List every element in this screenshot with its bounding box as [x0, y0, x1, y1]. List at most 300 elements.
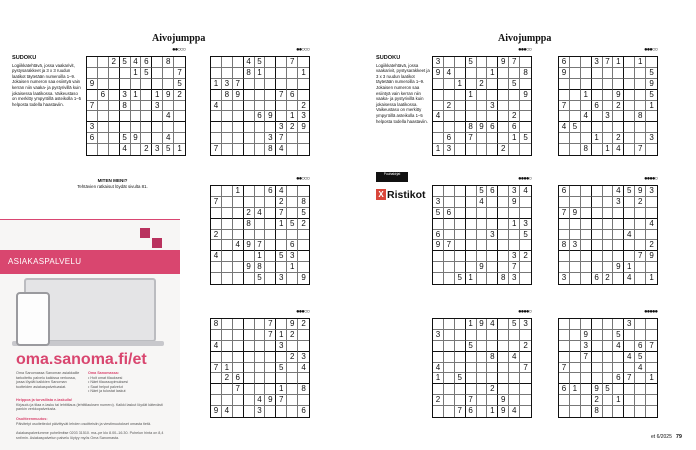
sudoku-cell[interactable] [455, 363, 466, 374]
sudoku-cell[interactable]: 1 [276, 219, 287, 230]
sudoku-cell[interactable] [498, 319, 509, 330]
sudoku-cell[interactable] [466, 251, 477, 262]
sudoku-cell[interactable] [433, 90, 444, 101]
sudoku-cell[interactable] [498, 111, 509, 122]
sudoku-cell[interactable] [174, 122, 185, 133]
sudoku-cell[interactable] [613, 251, 624, 262]
sudoku-cell[interactable]: 3 [433, 197, 444, 208]
sudoku-cell[interactable]: 8 [592, 406, 603, 417]
sudoku-cell[interactable] [498, 330, 509, 341]
sudoku-cell[interactable]: 9 [520, 90, 531, 101]
sudoku-cell[interactable] [120, 68, 131, 79]
sudoku-cell[interactable] [477, 330, 488, 341]
sudoku-cell[interactable] [603, 122, 614, 133]
sudoku-cell[interactable] [222, 144, 233, 155]
sudoku-cell[interactable] [211, 240, 222, 251]
sudoku-cell[interactable]: 8 [120, 101, 131, 112]
sudoku-cell[interactable]: 8 [298, 197, 309, 208]
sudoku-cell[interactable] [624, 395, 635, 406]
sudoku-cell[interactable] [509, 395, 520, 406]
sudoku-cell[interactable] [466, 352, 477, 363]
sudoku-cell[interactable] [433, 101, 444, 112]
sudoku-cell[interactable] [276, 111, 287, 122]
sudoku-cell[interactable] [487, 79, 498, 90]
sudoku-cell[interactable]: 5 [174, 79, 185, 90]
sudoku-cell[interactable] [466, 208, 477, 219]
ad-url[interactable]: oma.sanoma.fi/et [16, 351, 147, 368]
sudoku-cell[interactable] [233, 197, 244, 208]
sudoku-cell[interactable]: 2 [444, 101, 455, 112]
sudoku-cell[interactable] [520, 101, 531, 112]
sudoku-cell[interactable] [570, 406, 581, 417]
sudoku-cell[interactable]: 9 [498, 57, 509, 68]
sudoku-cell[interactable] [433, 406, 444, 417]
sudoku-cell[interactable]: 7 [646, 341, 657, 352]
sudoku-cell[interactable] [276, 230, 287, 241]
sudoku-cell[interactable]: 4 [211, 101, 222, 112]
sudoku-cell[interactable] [613, 319, 624, 330]
sudoku-cell[interactable]: 2 [109, 57, 120, 68]
sudoku-cell[interactable]: 1 [287, 111, 298, 122]
sudoku-cell[interactable] [498, 186, 509, 197]
sudoku-cell[interactable]: 3 [276, 122, 287, 133]
sudoku-cell[interactable] [287, 406, 298, 417]
sudoku-cell[interactable]: 3 [581, 341, 592, 352]
sudoku-cell[interactable]: 6 [487, 186, 498, 197]
sudoku-cell[interactable]: 8 [635, 111, 646, 122]
sudoku-cell[interactable] [487, 90, 498, 101]
sudoku-cell[interactable] [287, 186, 298, 197]
sudoku-cell[interactable] [211, 68, 222, 79]
sudoku-cell[interactable] [163, 79, 174, 90]
sudoku-cell[interactable]: 2 [613, 133, 624, 144]
sudoku-cell[interactable] [520, 208, 531, 219]
sudoku-cell[interactable] [141, 90, 152, 101]
sudoku-cell[interactable] [444, 319, 455, 330]
sudoku-cell[interactable] [287, 208, 298, 219]
sudoku-cell[interactable] [592, 330, 603, 341]
sudoku-cell[interactable] [287, 395, 298, 406]
sudoku-cell[interactable]: 7 [276, 395, 287, 406]
sudoku-cell[interactable]: 6 [87, 133, 98, 144]
sudoku-cell[interactable] [211, 262, 222, 273]
sudoku-cell[interactable]: 8 [211, 319, 222, 330]
sudoku-cell[interactable]: 3 [487, 230, 498, 241]
sudoku-cell[interactable] [624, 122, 635, 133]
sudoku-cell[interactable] [287, 133, 298, 144]
sudoku-cell[interactable]: 6 [287, 90, 298, 101]
sudoku-cell[interactable] [570, 363, 581, 374]
sudoku-cell[interactable]: 3 [287, 251, 298, 262]
sudoku-cell[interactable] [233, 319, 244, 330]
sudoku-cell[interactable] [244, 122, 255, 133]
sudoku-cell[interactable] [477, 230, 488, 241]
sudoku-cell[interactable]: 6 [559, 186, 570, 197]
sudoku-cell[interactable]: 4 [624, 230, 635, 241]
sudoku-cell[interactable] [244, 341, 255, 352]
sudoku-cell[interactable] [455, 197, 466, 208]
sudoku-cell[interactable] [635, 219, 646, 230]
sudoku-cell[interactable]: 7 [444, 240, 455, 251]
sudoku-cell[interactable]: 6 [635, 341, 646, 352]
sudoku-cell[interactable] [87, 144, 98, 155]
sudoku-cell[interactable] [131, 101, 142, 112]
sudoku-cell[interactable] [570, 57, 581, 68]
sudoku-cell[interactable] [276, 79, 287, 90]
sudoku-cell[interactable]: 3 [559, 273, 570, 284]
sudoku-cell[interactable] [455, 90, 466, 101]
sudoku-cell[interactable] [570, 352, 581, 363]
sudoku-cell[interactable]: 2 [298, 219, 309, 230]
sudoku-cell[interactable] [487, 208, 498, 219]
sudoku-cell[interactable] [603, 186, 614, 197]
sudoku-cell[interactable] [520, 240, 531, 251]
sudoku-cell[interactable] [520, 373, 531, 384]
sudoku-cell[interactable] [444, 90, 455, 101]
sudoku-cell[interactable] [635, 79, 646, 90]
sudoku-cell[interactable] [477, 57, 488, 68]
sudoku-cell[interactable]: 1 [433, 373, 444, 384]
sudoku-cell[interactable] [244, 144, 255, 155]
sudoku-cell[interactable]: 3 [152, 144, 163, 155]
sudoku-cell[interactable] [520, 111, 531, 122]
sudoku-cell[interactable] [276, 373, 287, 384]
sudoku-cell[interactable]: 7 [87, 101, 98, 112]
sudoku-cell[interactable]: 8 [466, 122, 477, 133]
sudoku-cell[interactable] [233, 208, 244, 219]
sudoku-cell[interactable] [646, 144, 657, 155]
sudoku-cell[interactable]: 3 [646, 133, 657, 144]
sudoku-cell[interactable] [477, 341, 488, 352]
sudoku-cell[interactable] [624, 240, 635, 251]
sudoku-cell[interactable]: 1 [131, 90, 142, 101]
sudoku-cell[interactable] [298, 330, 309, 341]
sudoku-cell[interactable]: 7 [559, 363, 570, 374]
sudoku-cell[interactable] [498, 240, 509, 251]
sudoku-cell[interactable]: 1 [646, 101, 657, 112]
sudoku-cell[interactable]: 2 [646, 240, 657, 251]
sudoku-cell[interactable]: 3 [592, 57, 603, 68]
sudoku-cell[interactable]: 8 [559, 240, 570, 251]
sudoku-cell[interactable] [613, 230, 624, 241]
sudoku-cell[interactable] [477, 384, 488, 395]
sudoku-cell[interactable] [581, 395, 592, 406]
sudoku-cell[interactable] [298, 395, 309, 406]
sudoku-cell[interactable] [265, 273, 276, 284]
sudoku-cell[interactable]: 5 [509, 319, 520, 330]
sudoku-cell[interactable]: 1 [487, 68, 498, 79]
sudoku-cell[interactable] [592, 144, 603, 155]
sudoku-cell[interactable]: 4 [624, 273, 635, 284]
sudoku-cell[interactable]: 5 [433, 208, 444, 219]
sudoku-cell[interactable]: 5 [287, 219, 298, 230]
sudoku-cell[interactable]: 9 [298, 122, 309, 133]
sudoku-cell[interactable] [120, 122, 131, 133]
sudoku-cell[interactable]: 2 [498, 144, 509, 155]
sudoku-cell[interactable] [646, 197, 657, 208]
sudoku-cell[interactable] [603, 341, 614, 352]
sudoku-cell[interactable] [613, 208, 624, 219]
sudoku-cell[interactable] [455, 144, 466, 155]
sudoku-cell[interactable] [613, 240, 624, 251]
sudoku-cell[interactable]: 1 [624, 262, 635, 273]
sudoku-cell[interactable] [635, 101, 646, 112]
sudoku-cell[interactable] [244, 352, 255, 363]
sudoku-cell[interactable] [98, 111, 109, 122]
sudoku-cell[interactable]: 6 [433, 230, 444, 241]
sudoku-cell[interactable] [163, 122, 174, 133]
sudoku-cell[interactable]: 6 [233, 373, 244, 384]
sudoku-cell[interactable]: 7 [559, 208, 570, 219]
sudoku-cell[interactable] [581, 240, 592, 251]
sudoku-cell[interactable]: 7 [211, 144, 222, 155]
sudoku-cell[interactable] [444, 330, 455, 341]
sudoku-cell[interactable]: 3 [298, 111, 309, 122]
sudoku-cell[interactable] [152, 133, 163, 144]
sudoku-cell[interactable] [613, 122, 624, 133]
sudoku-cell[interactable]: 9 [163, 90, 174, 101]
sudoku-cell[interactable]: 5 [509, 79, 520, 90]
sudoku-cell[interactable]: 1 [646, 373, 657, 384]
sudoku-cell[interactable] [520, 79, 531, 90]
sudoku-cell[interactable] [592, 68, 603, 79]
sudoku-cell[interactable] [433, 251, 444, 262]
sudoku-cell[interactable] [244, 133, 255, 144]
sudoku-cell[interactable] [646, 319, 657, 330]
sudoku-cell[interactable]: 7 [211, 197, 222, 208]
sudoku-cell[interactable]: 8 [581, 144, 592, 155]
sudoku-cell[interactable] [109, 144, 120, 155]
sudoku-cell[interactable] [131, 79, 142, 90]
sudoku-cell[interactable]: 3 [255, 406, 266, 417]
sudoku-cell[interactable] [222, 384, 233, 395]
sudoku-cell[interactable] [444, 79, 455, 90]
sudoku-cell[interactable]: 4 [487, 319, 498, 330]
sudoku-cell[interactable] [455, 240, 466, 251]
sudoku-cell[interactable] [509, 373, 520, 384]
sudoku-cell[interactable] [509, 240, 520, 251]
sudoku-cell[interactable] [498, 79, 509, 90]
sudoku-cell[interactable]: 1 [509, 133, 520, 144]
sudoku-cell[interactable] [211, 133, 222, 144]
sudoku-cell[interactable] [211, 395, 222, 406]
sudoku-cell[interactable] [646, 352, 657, 363]
sudoku-cell[interactable]: 4 [520, 186, 531, 197]
sudoku-cell[interactable] [109, 133, 120, 144]
sudoku-cell[interactable] [466, 144, 477, 155]
sudoku-cell[interactable] [466, 363, 477, 374]
sudoku-cell[interactable]: 4 [635, 363, 646, 374]
sudoku-cell[interactable] [477, 101, 488, 112]
sudoku-cell[interactable] [613, 68, 624, 79]
sudoku-cell[interactable]: 1 [613, 57, 624, 68]
sudoku-cell[interactable] [287, 341, 298, 352]
sudoku-cell[interactable] [477, 144, 488, 155]
sudoku-cell[interactable]: 5 [613, 330, 624, 341]
sudoku-cell[interactable] [581, 122, 592, 133]
sudoku-cell[interactable] [444, 219, 455, 230]
sudoku-cell[interactable]: 2 [211, 230, 222, 241]
sudoku-cell[interactable]: 3 [265, 133, 276, 144]
sudoku-cell[interactable] [152, 68, 163, 79]
sudoku-cell[interactable]: 5 [520, 230, 531, 241]
sudoku-cell[interactable] [433, 319, 444, 330]
sudoku-cell[interactable] [592, 186, 603, 197]
sudoku-cell[interactable] [211, 273, 222, 284]
sudoku-cell[interactable]: 4 [222, 406, 233, 417]
sudoku-cell[interactable] [109, 68, 120, 79]
sudoku-cell[interactable] [444, 373, 455, 384]
sudoku-cell[interactable] [255, 122, 266, 133]
sudoku-cell[interactable] [559, 197, 570, 208]
sudoku-cell[interactable] [487, 240, 498, 251]
sudoku-cell[interactable]: 5 [646, 90, 657, 101]
sudoku-cell[interactable] [509, 208, 520, 219]
sudoku-cell[interactable] [592, 230, 603, 241]
sudoku-cell[interactable] [592, 352, 603, 363]
sudoku-cell[interactable] [570, 68, 581, 79]
sudoku-cell[interactable]: 4 [255, 208, 266, 219]
sudoku-cell[interactable] [559, 90, 570, 101]
sudoku-cell[interactable] [559, 219, 570, 230]
sudoku-cell[interactable] [559, 406, 570, 417]
sudoku-cell[interactable] [498, 230, 509, 241]
sudoku-cell[interactable]: 9 [635, 186, 646, 197]
sudoku-cell[interactable] [509, 68, 520, 79]
sudoku-cell[interactable]: 1 [211, 79, 222, 90]
sudoku-cell[interactable]: 4 [444, 68, 455, 79]
sudoku-cell[interactable] [211, 122, 222, 133]
sudoku-cell[interactable] [477, 111, 488, 122]
sudoku-cell[interactable] [455, 219, 466, 230]
sudoku-cell[interactable]: 5 [466, 57, 477, 68]
sudoku-cell[interactable]: 3 [570, 240, 581, 251]
sudoku-cell[interactable] [109, 122, 120, 133]
sudoku-cell[interactable] [244, 363, 255, 374]
sudoku-cell[interactable] [222, 319, 233, 330]
sudoku-cell[interactable] [570, 251, 581, 262]
sudoku-cell[interactable] [520, 144, 531, 155]
sudoku-cell[interactable] [581, 219, 592, 230]
sudoku-cell[interactable] [592, 111, 603, 122]
sudoku-cell[interactable] [477, 251, 488, 262]
sudoku-cell[interactable] [559, 230, 570, 241]
sudoku-cell[interactable] [570, 330, 581, 341]
sudoku-cell[interactable] [646, 262, 657, 273]
sudoku-cell[interactable]: 9 [477, 262, 488, 273]
sudoku-cell[interactable]: 6 [301, 406, 306, 416]
sudoku-cell[interactable] [98, 144, 109, 155]
sudoku-cell[interactable] [581, 79, 592, 90]
sudoku-cell[interactable]: 1 [466, 90, 477, 101]
sudoku-cell[interactable]: 2 [603, 273, 614, 284]
sudoku-cell[interactable] [477, 406, 488, 417]
sudoku-cell[interactable]: 1 [455, 79, 466, 90]
sudoku-cell[interactable]: 3 [520, 219, 531, 230]
sudoku-cell[interactable] [498, 122, 509, 133]
sudoku-cell[interactable] [559, 133, 570, 144]
sudoku-cell[interactable] [211, 208, 222, 219]
sudoku-cell[interactable] [509, 144, 520, 155]
sudoku-cell[interactable] [466, 186, 477, 197]
sudoku-cell[interactable] [211, 352, 222, 363]
sudoku-cell[interactable] [255, 101, 266, 112]
sudoku-cell[interactable] [98, 68, 109, 79]
sudoku-cell[interactable]: 2 [592, 395, 603, 406]
sudoku-cell[interactable]: 3 [87, 122, 98, 133]
sudoku-cell[interactable] [433, 384, 444, 395]
sudoku-cell[interactable]: 6 [255, 111, 266, 122]
sudoku-cell[interactable] [141, 133, 152, 144]
sudoku-cell[interactable] [477, 352, 488, 363]
sudoku-cell[interactable] [131, 111, 142, 122]
sudoku-cell[interactable]: 5 [570, 122, 581, 133]
sudoku-cell[interactable]: 5 [276, 363, 287, 374]
sudoku-cell[interactable]: 6 [592, 273, 603, 284]
sudoku-cell[interactable]: 7 [233, 79, 244, 90]
sudoku-cell[interactable] [603, 330, 614, 341]
sudoku-cell[interactable] [646, 330, 657, 341]
sudoku-cell[interactable] [603, 352, 614, 363]
sudoku-cell[interactable]: 5 [141, 68, 152, 79]
sudoku-cell[interactable]: 1 [487, 406, 498, 417]
sudoku-cell[interactable]: 3 [624, 319, 635, 330]
sudoku-cell[interactable] [603, 230, 614, 241]
sudoku-cell[interactable] [592, 319, 603, 330]
sudoku-cell[interactable]: 7 [624, 373, 635, 384]
sudoku-cell[interactable]: 2 [174, 90, 185, 101]
sudoku-cell[interactable] [520, 395, 531, 406]
sudoku-cell[interactable] [581, 373, 592, 384]
sudoku-cell[interactable] [559, 111, 570, 122]
sudoku-cell[interactable]: 1 [466, 273, 477, 284]
sudoku-cell[interactable]: 9 [509, 197, 520, 208]
sudoku-cell[interactable] [646, 111, 657, 122]
sudoku-cell[interactable] [276, 101, 287, 112]
sudoku-cell[interactable]: 4 [276, 186, 287, 197]
sudoku-cell[interactable] [109, 101, 120, 112]
sudoku-cell[interactable] [255, 230, 266, 241]
sudoku-cell[interactable]: 4 [163, 111, 174, 122]
sudoku-cell[interactable]: 7 [559, 101, 570, 112]
sudoku-cell[interactable] [646, 122, 657, 133]
sudoku-cell[interactable] [498, 251, 509, 262]
sudoku-cell[interactable]: 9 [244, 262, 255, 273]
sudoku-cell[interactable] [276, 240, 287, 251]
sudoku-cell[interactable] [455, 352, 466, 363]
sudoku-cell[interactable] [222, 352, 233, 363]
sudoku-cell[interactable]: 2 [244, 208, 255, 219]
sudoku-cell[interactable]: 5 [276, 251, 287, 262]
sudoku-cell[interactable]: 2 [222, 373, 233, 384]
sudoku-cell[interactable] [635, 373, 646, 384]
sudoku-cell[interactable]: 1 [592, 133, 603, 144]
sudoku-cell[interactable] [559, 352, 570, 363]
sudoku-cell[interactable] [298, 57, 309, 68]
sudoku-cell[interactable] [433, 352, 444, 363]
sudoku-cell[interactable]: 3 [276, 273, 287, 284]
sudoku-cell[interactable] [87, 90, 98, 101]
sudoku-cell[interactable] [635, 122, 646, 133]
sudoku-cell[interactable] [244, 395, 255, 406]
sudoku-cell[interactable] [222, 330, 233, 341]
sudoku-cell[interactable]: 6 [559, 384, 570, 395]
sudoku-cell[interactable]: 6 [592, 101, 603, 112]
sudoku-cell[interactable]: 1 [298, 68, 309, 79]
sudoku-cell[interactable]: 5 [624, 186, 635, 197]
sudoku-cell[interactable] [98, 79, 109, 90]
sudoku-cell[interactable]: 4 [276, 144, 287, 155]
